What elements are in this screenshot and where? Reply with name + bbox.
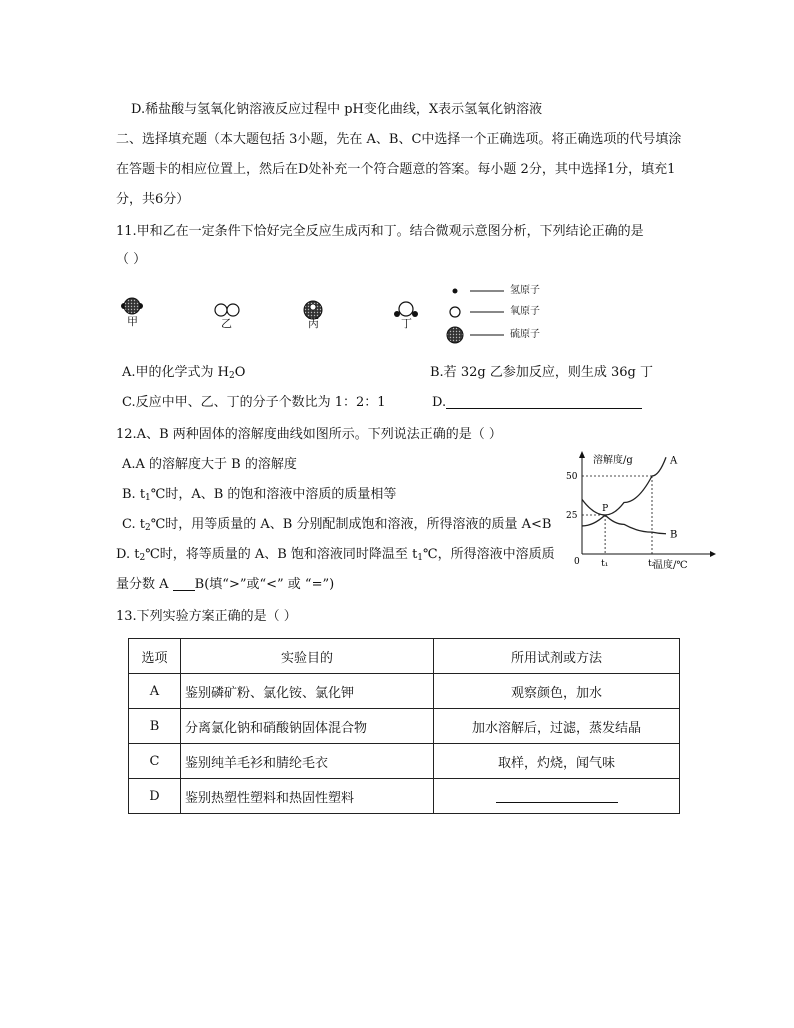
molecule-label-jia: 甲: [127, 315, 138, 328]
row-option: B: [129, 709, 181, 744]
table-row: [129, 779, 680, 814]
x-axis-arrow: [710, 551, 716, 557]
q12-option-d-line1: D. $t_2℃$时，将等质量的 A、B 饱和溶液同时降温至 $t_1℃$，所得溶液中溶质质: [116, 547, 555, 563]
experiment-table: [128, 638, 680, 814]
legend-hydrogen-label: 氢原子: [510, 285, 540, 296]
row-purpose: 鉴别热塑性塑料和热固性塑料: [181, 779, 434, 814]
point-p-label: P: [602, 504, 609, 514]
row-method: 取样，灼烧，闻气味: [434, 744, 680, 779]
origin-label: 0: [574, 557, 580, 567]
series-A-curve: [582, 457, 666, 526]
q11-option-c: C.反应中甲、乙、丁的分子个数比为 1：2：1: [122, 395, 386, 410]
header-method: 所用试剂或方法: [434, 639, 680, 674]
header-purpose: 实验目的: [181, 639, 434, 674]
row-method: 观察颜色，加水: [434, 674, 680, 709]
molecule-label-yi: 乙: [221, 317, 232, 330]
header-option: 选项: [129, 639, 181, 674]
table-row: [129, 744, 680, 779]
q11-stem: 11.甲和乙在一定条件下恰好完全反应生成丙和丁。结合微观示意图分析，下列结论正确的是: [116, 224, 644, 239]
series-A-label: A: [670, 455, 678, 467]
section-heading-line2: 在答题卡的相应位置上，然后在D处补充一个符合题意的答案。每小题 2分，其中选择1分，填充1: [116, 162, 676, 177]
y-tick-label: 25: [566, 511, 578, 521]
table-header-row: [129, 639, 680, 674]
x-axis-label: 温度/℃: [653, 560, 688, 571]
row-option: C: [129, 744, 181, 779]
row-purpose: 鉴别纯羊毛衫和腈纶毛衣: [181, 744, 434, 779]
q12-option-b: B. $t_1℃$时，A、B 的饱和溶液中溶质的质量相等: [122, 487, 397, 503]
row-purpose: 分离氯化钠和硝酸钠固体混合物: [181, 709, 434, 744]
row-option: A: [129, 674, 181, 709]
molecule-yi-icon: [213, 302, 241, 318]
molecule-label-bing: 丙: [308, 317, 319, 330]
row-method: 加水溶解后，过滤，蒸发结晶: [434, 709, 680, 744]
molecule-label-ding: 丁: [401, 317, 412, 330]
table-row: [129, 674, 680, 709]
q12-option-a: A.A 的溶解度大于 B 的溶解度: [122, 457, 297, 472]
row-purpose: 鉴别磷矿粉、氯化铵、氯化钾: [181, 674, 434, 709]
legend-oxygen-label: 氧原子: [510, 306, 540, 317]
prev-option-d: D.稀盐酸与氢氧化钠溶液反应过程中 pH变化曲线，X表示氢氧化钠溶液: [131, 102, 543, 117]
table-row: [129, 709, 680, 744]
q13-answer-blank: [496, 790, 618, 803]
q12-option-d-line2: 量分数 A B(填“>”或“<” 或 “=”): [116, 577, 335, 592]
q12-stem: 12.A、B 两种固体的溶解度曲线如图所示。下列说法正确的是（ ）: [116, 427, 502, 442]
solubility-chart: [560, 448, 720, 576]
q11-answer-blank: [446, 396, 642, 409]
section-heading-line1: 二、选择填充题（本大题包括 3小题，先在 A、B、C中选择一个正确选项。将正确选项的代号填涂: [116, 132, 682, 147]
q11-option-b: B.若 32g 乙参加反应，则生成 36g 丁: [430, 365, 653, 380]
series-B-label: B: [670, 529, 678, 541]
series-B-curve: [582, 499, 666, 533]
section-heading-line3: 分，共6分）: [116, 192, 190, 207]
q13-stem: 13.下列实验方案正确的是（ ）: [116, 609, 297, 624]
q12-answer-blank: [173, 578, 195, 591]
atom-legend-icons: [446, 282, 506, 346]
y-axis-label: 溶解度/g: [593, 455, 633, 466]
legend-sulfur-label: 硫原子: [510, 329, 540, 340]
row-option: D: [129, 779, 181, 814]
q12-option-c: C. $t_2℃$时，用等质量的 A、B 分别配制成饱和溶液，所得溶液的质量 A<B: [122, 517, 552, 533]
y-tick-label: 50: [566, 472, 578, 482]
row-method: [434, 779, 680, 814]
q11-bracket: （ ）: [116, 252, 147, 267]
y-axis-arrow: [579, 451, 585, 458]
q11-option-d: D.: [432, 394, 642, 412]
q11-option-a: A.甲的化学式为 $H_2O$: [122, 365, 246, 381]
x-tick-label: t₂: [648, 559, 656, 569]
x-tick-label: t₁: [601, 559, 609, 569]
